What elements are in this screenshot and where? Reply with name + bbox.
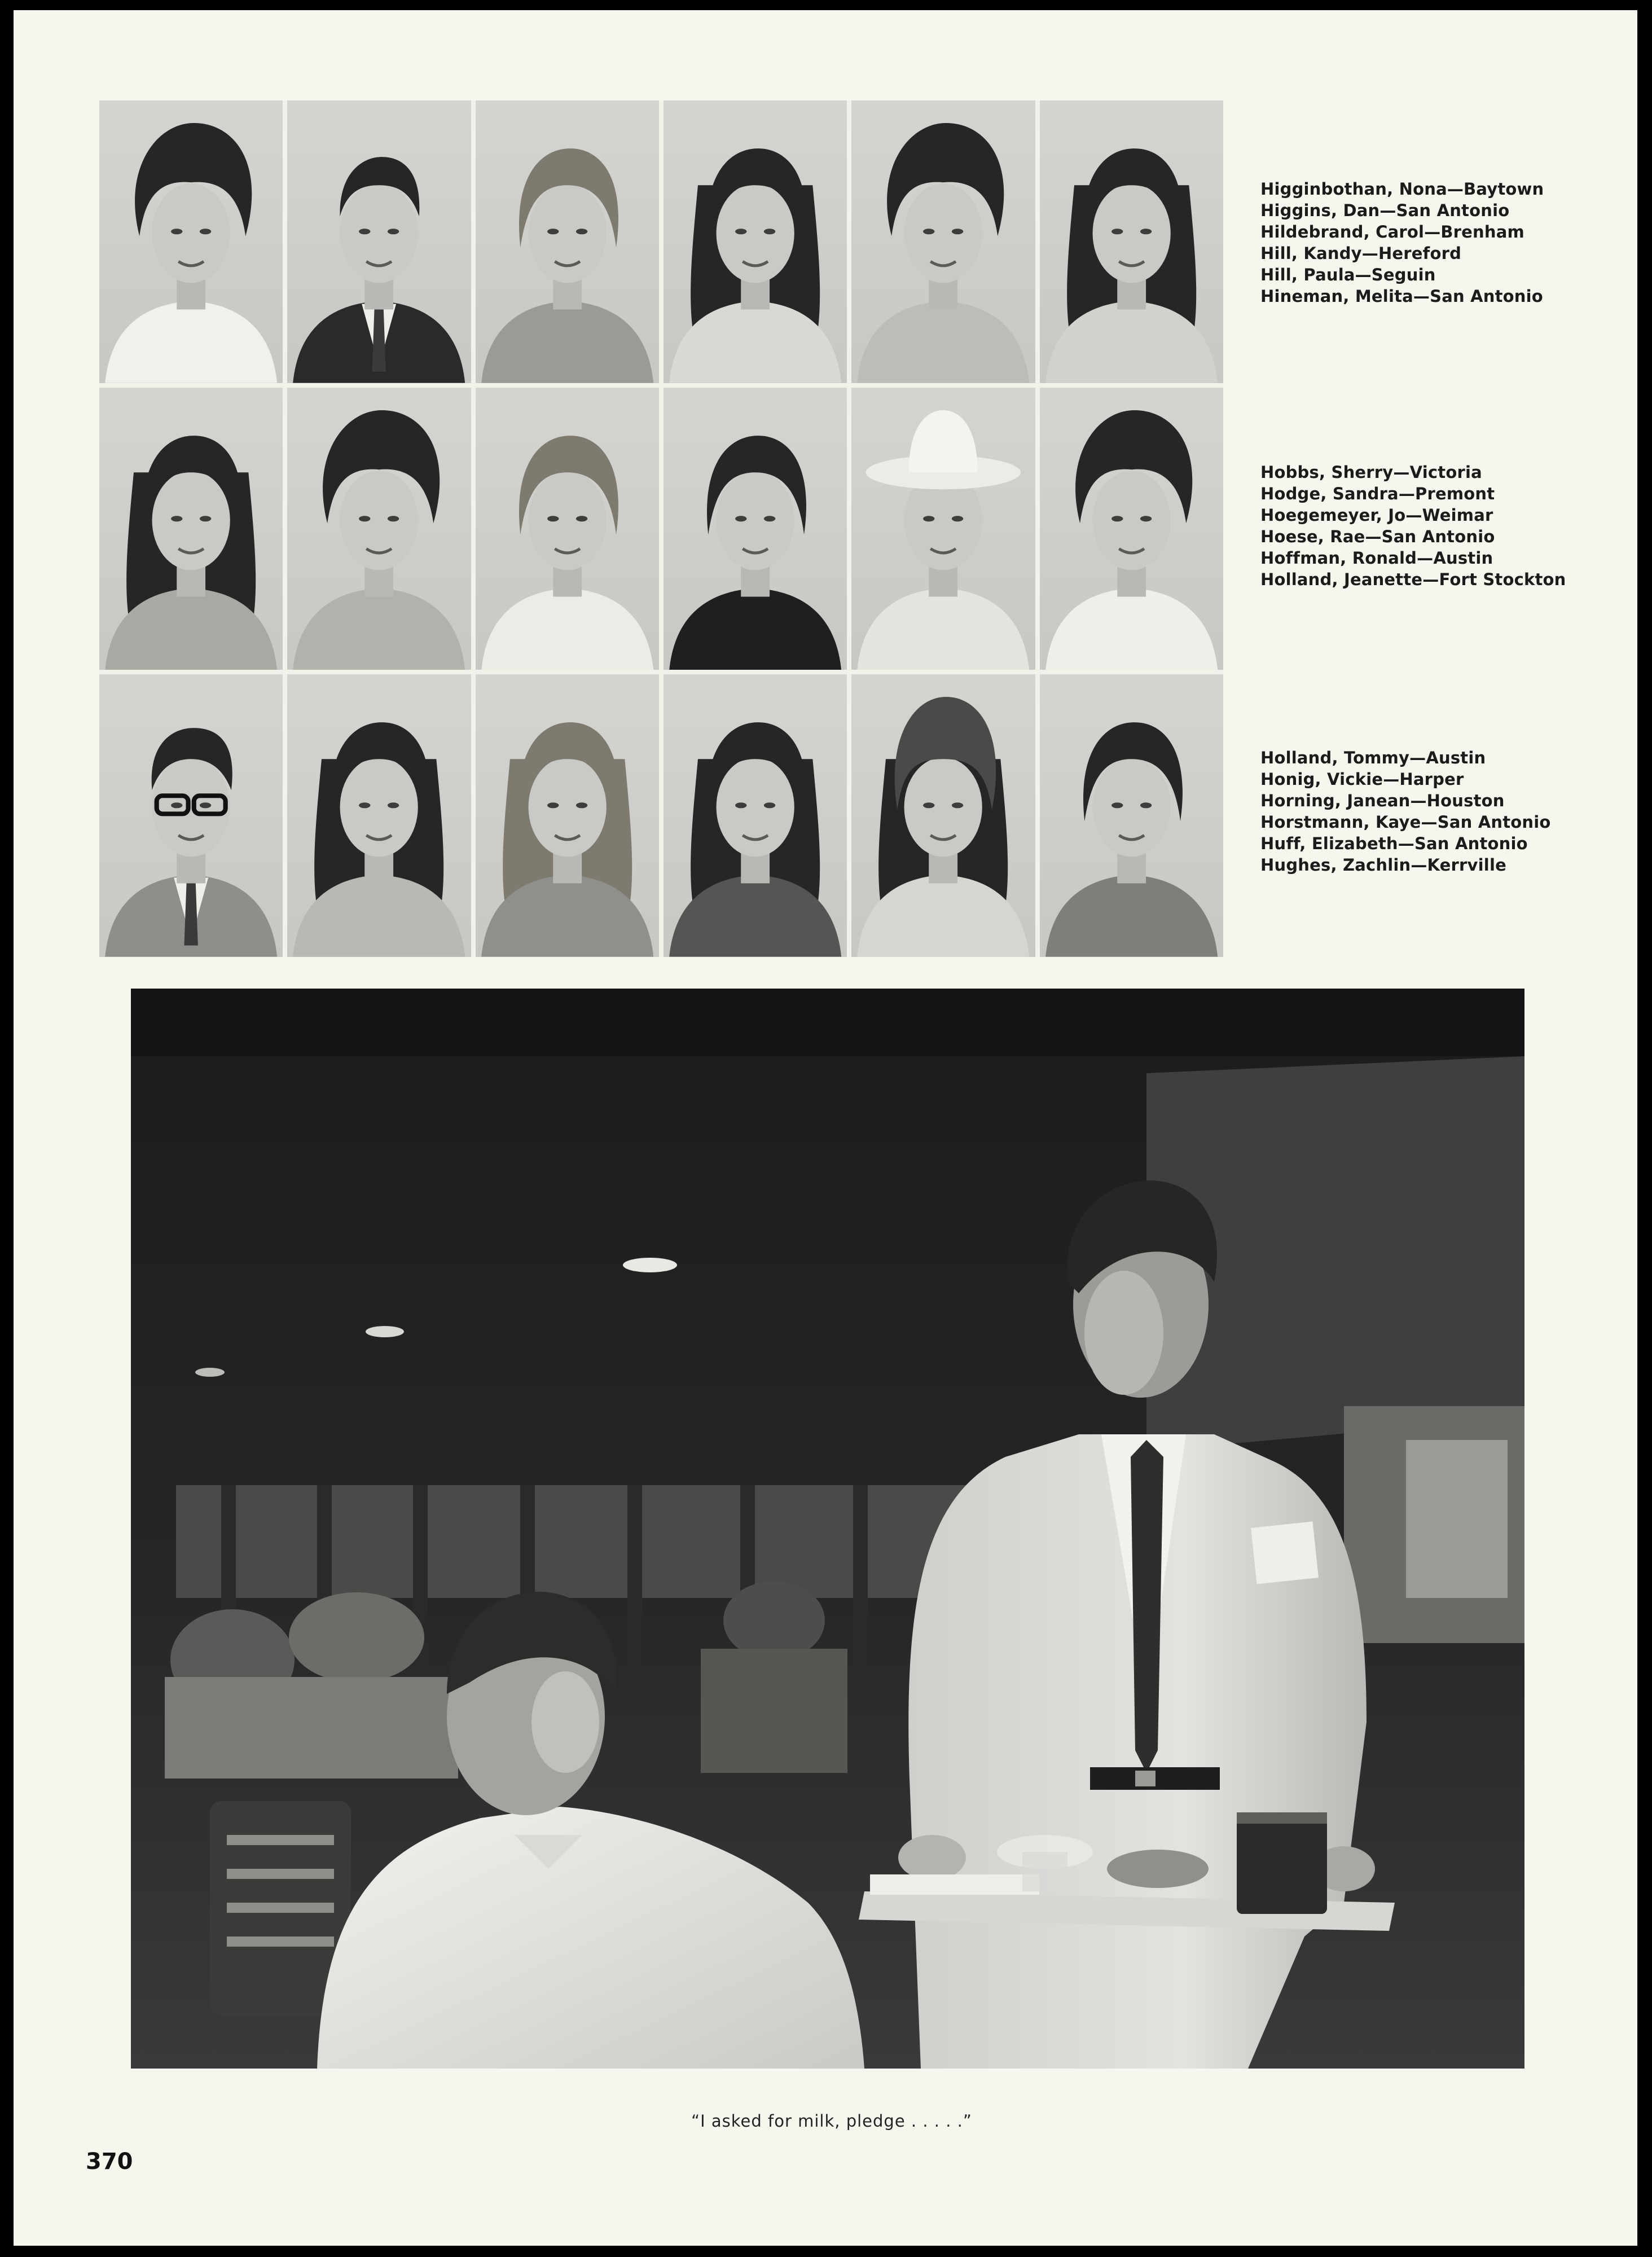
portrait-image [287,100,471,383]
name-entry: Horstmann, Kaye—San Antonio [1260,813,1551,832]
portrait-image [851,388,1035,670]
name-entry: Holland, Tommy—Austin [1260,748,1486,767]
name-entry: Hineman, Melita—San Antonio [1260,287,1543,306]
portrait-image [287,674,471,957]
name-entry: Hildebrand, Carol—Brenham [1260,222,1524,241]
name-entry: Higginbothan, Nona—Baytown [1260,179,1544,199]
portrait-photo [664,100,847,383]
portrait-image [476,388,659,670]
portrait-photo [851,674,1035,957]
portrait-image [664,100,847,383]
yearbook-page [14,10,1637,2246]
portrait-image [99,674,283,957]
portrait-photo [99,674,283,957]
portrait-image [476,674,659,957]
cafeteria-scene-image [131,989,1524,2069]
name-list-row-2 [1260,462,1576,590]
name-entry: Higgins, Dan—San Antonio [1260,201,1510,220]
candid-photo [131,989,1524,2069]
name-entry: Hoese, Rae—San Antonio [1260,527,1495,546]
name-entry: Hodge, Sandra—Premont [1260,484,1495,503]
portrait-photo [1040,674,1223,957]
portrait-image [287,388,471,670]
photo-caption: “I asked for milk, pledge . . . . .” [691,2111,972,2131]
portrait-grid [99,100,1223,957]
portrait-photo [1040,100,1223,383]
portrait-photo [851,100,1035,383]
name-entry: Huff, Elizabeth—San Antonio [1260,834,1528,853]
portrait-image [1040,674,1223,957]
name-entry: Hoegemeyer, Jo—Weimar [1260,506,1493,525]
name-entry: Horning, Janean—Houston [1260,791,1505,810]
portrait-photo [851,388,1035,670]
portrait-image [99,100,283,383]
page-number: 370 [86,2149,133,2175]
name-entry: Hughes, Zachlin—Kerrville [1260,855,1506,875]
name-list-row-3 [1260,747,1576,876]
name-entry: Hoffman, Ronald—Austin [1260,548,1493,568]
name-entry: Hill, Paula—Seguin [1260,265,1436,284]
portrait-photo [99,388,283,670]
name-entry: Hobbs, Sherry—Victoria [1260,463,1482,482]
portrait-image [851,100,1035,383]
name-entry: Honig, Vickie—Harper [1260,770,1464,789]
portrait-image [99,388,283,670]
portrait-photo [1040,388,1223,670]
name-entry: Holland, Jeanette—Fort Stockton [1260,570,1566,589]
portrait-image [476,100,659,383]
portrait-image [1040,388,1223,670]
portrait-photo [99,100,283,383]
portrait-image [664,674,847,957]
portrait-photo [287,388,471,670]
portrait-photo [476,388,659,670]
portrait-image [1040,100,1223,383]
portrait-photo [664,674,847,957]
portrait-image [664,388,847,670]
portrait-photo [287,100,471,383]
portrait-photo [664,388,847,670]
portrait-photo [287,674,471,957]
portrait-image [851,674,1035,957]
portrait-photo [476,100,659,383]
portrait-photo [476,674,659,957]
name-list-row-1 [1260,178,1576,307]
name-entry: Hill, Kandy—Hereford [1260,244,1462,263]
